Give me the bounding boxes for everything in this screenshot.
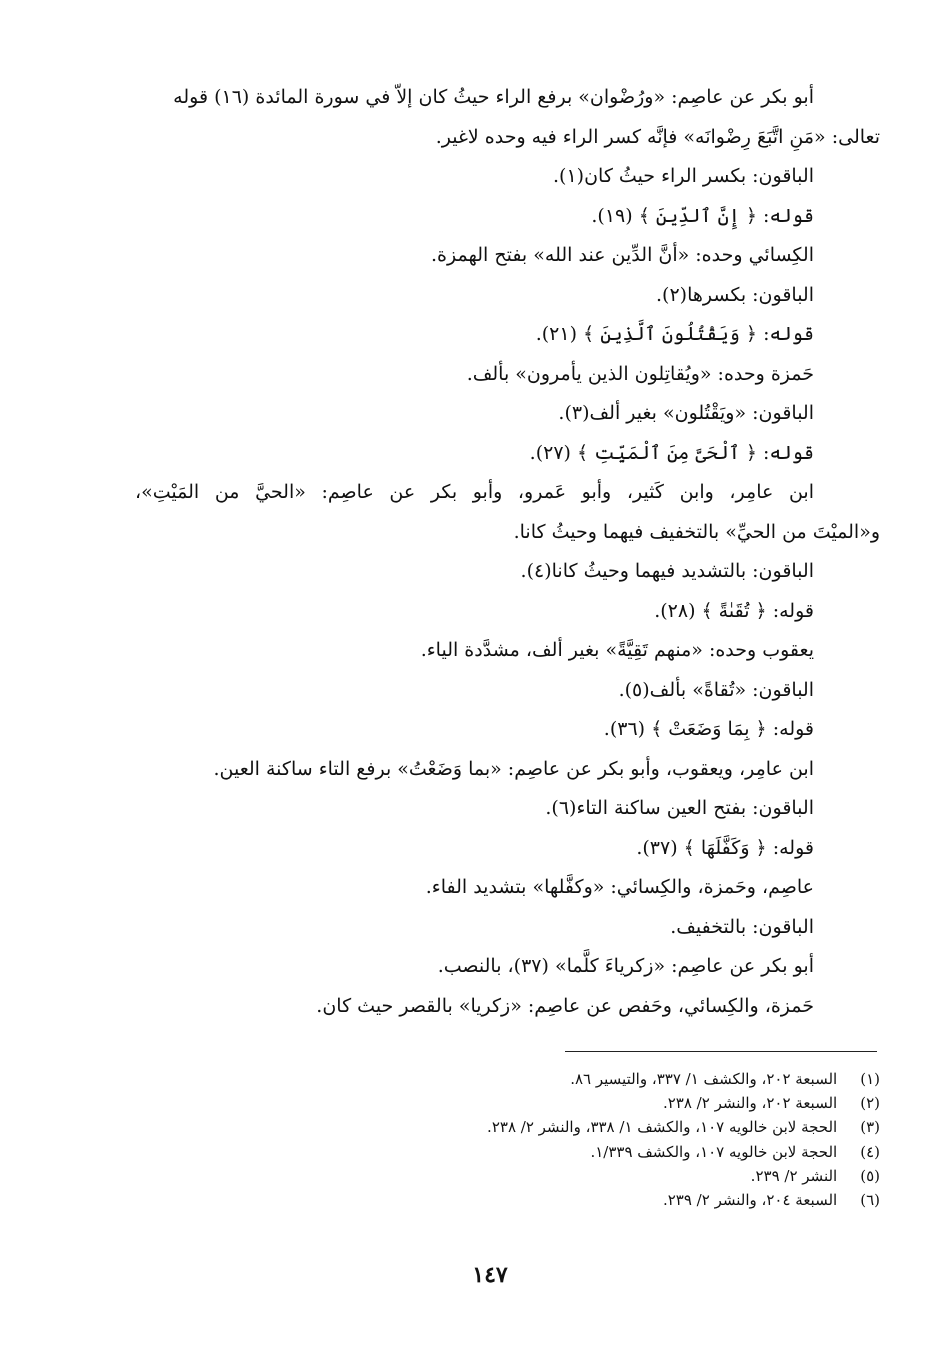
text-line: الكِسائي وحده: «أنَّ الدِّين عند الله» بفتح الهمزة. [431,244,814,266]
footnote [360,1091,880,1115]
text-line: الباقون: «ويَقْتُلون» بغير ألف(٣). [558,402,814,424]
footnote-number: (٤) [860,1142,880,1161]
footnote [360,1115,880,1139]
footnote-divider [565,1051,877,1052]
text-line: أبو بكر عن عاصِم: «زكرياءَ كلَّما» (٣٧)، بالنصب. [437,955,814,977]
footnotes [360,1067,880,1212]
text-line: عاصِم، وحَمزة، والكِسائي: «وكفَّلها» بتشديد الفاء. [425,876,814,898]
text-line: ابن عامِر، وابن كَثير، وأبو عَمرو، وأبو بكر عن عاصِم: «الحيَّ من المَيْتِ»، [135,481,814,503]
footnote [360,1188,880,1212]
text-line: الباقون: بالتشديد فيهما وحيثُ كانا(٤). [520,560,814,582]
footnote-text: الحجة لابن خالويه ١٠٧، والكشف ١/٣٣٩. [590,1142,838,1161]
footnote [360,1067,880,1091]
text-line: الباقون: بالتخفيف. [670,915,814,938]
text-line: قوله: ﴿ وَيَقْتُلُونَ ٱلَّذِينَ ﴾ (٢١). [535,323,814,345]
text-line: الباقون: بفتح العين ساكنة التاء(٦). [545,797,814,819]
footnote-text: النشر ٢/ ٢٣٩. [750,1166,838,1185]
text-line: قوله: ﴿ إِنَّ ٱلدِّينَ ﴾ (١٩). [591,204,814,227]
footnote-number: (١) [860,1070,880,1088]
text-line: قوله: ﴿ ٱلْحَىَّ مِنَ ٱلْمَيِّتِ ﴾ (٢٧). [529,441,814,464]
main-text [135,78,880,1026]
text-line: قوله: ﴿ بِمَا وَضَعَتْ ﴾ (٣٦). [603,718,814,740]
text-line: ابن عامِر، ويعقوب، وأبو بكر عن عاصِم: «بما وَضَعْتُ» برفع التاء ساكنة العين. [213,757,814,780]
footnote-text: الحجة لابن خالويه ١٠٧، والكشف ١/ ٣٣٨، والنشر ٢/ ٢٣٨. [487,1118,838,1137]
footnote-number: (٣) [860,1118,880,1137]
text-line: حَمزة وحده: «ويُقاتِلون الذين يأمرون» بألف. [466,362,814,385]
text-line: أبو بكر عن عاصِم: «ورُضْوان» برفع الراء حيثُ كان إلاّ في سورة المائدة (١٦) قوله [173,86,814,108]
footnote-text: السبعة ٢٠٢، والكشف ١/ ٣٣٧، والتيسير ٨٦. [570,1070,838,1088]
page-number: ١٤٧ [472,1262,508,1288]
text-line: حَمزة، والكِسائي، وحَفص عن عاصِم: «زكريا» بالقصر حيث كان. [316,994,814,1017]
footnote [360,1164,880,1188]
footnote-number: (٢) [860,1094,880,1113]
footnote-number: (٦) [860,1190,880,1209]
text-line: قوله: ﴿ وَكَفَّلَهَا ﴾ (٣٧). [636,836,814,859]
text-line: و«الميْتَ من الحيِّ» بالتخفيف فيهما وحيثُ كانا. [513,520,880,543]
text-line: الباقون: بكسر الراء حيثُ كان(١). [553,165,814,187]
footnote-number: (٥) [860,1166,880,1185]
text-line: قوله: ﴿ تُقَىٰةً ﴾ (٢٨). [654,599,814,622]
text-line: يعقوب وحده: «منهم تَقِيَّةً» بغير ألف، مشدَّدة الياء. [420,639,814,661]
text-line: الباقون: بكسرها(٢). [656,283,814,306]
text-line: تعالى: «مَنِ اتَّبَعَ رِضْوانَه» فإنَّه كسر الراء فيه وحده لاغير. [435,125,880,148]
text-line: الباقون: «تُقاةً» بألف(٥). [618,678,814,701]
footnote-text: السبعة ٢٠٢، والنشر ٢/ ٢٣٨. [662,1094,838,1113]
footnote-text: السبعة ٢٠٤، والنشر ٢/ ٢٣٩. [662,1190,838,1209]
footnote [360,1140,880,1164]
